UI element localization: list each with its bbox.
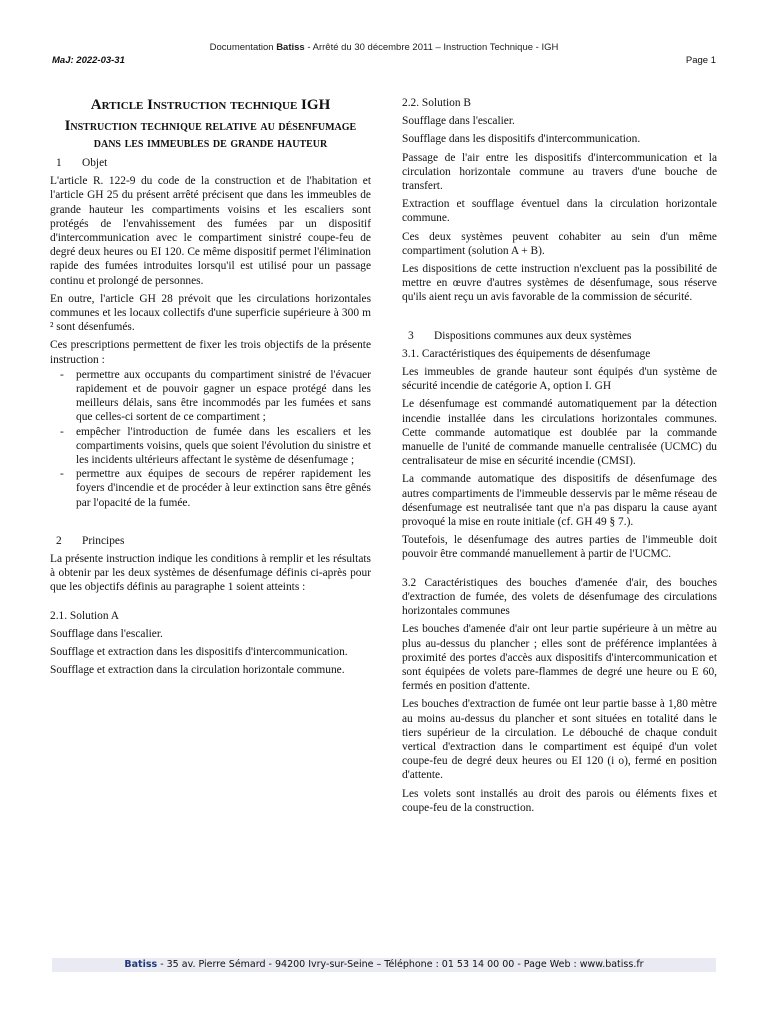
paragraph: Les bouches d'amenée d'air ont leur partie supérieure à un mètre au plus au-dessus du plancher ; elles sont de préférence implantées à proximité des portes d'accès aux dispositifs d'intercommunication et sont équipées de volets pare-flammes de degré une heure ou E 60, fermés en position d'attente. bbox=[402, 623, 717, 693]
header-brand: Batiss bbox=[276, 42, 305, 53]
subsection-heading: 2.1. Solution A bbox=[50, 609, 119, 622]
paragraph: Passage de l'air entre les dispositifs d'intercommunication et la circulation horizontale commune au travers d'une bouche de transfert. bbox=[402, 151, 717, 193]
paragraph: Les bouches d'extraction de fumée ont leur partie basse à 1,80 mètre au moins au-dessus du plancher et sont situées en totalité dans le tiers supérieur de la circulation. Le débouché de chaque conduit vertical d'extraction dans le compartiment est équipé d'un volet coupe-feu de degré deux heures ou EI 120 (i o), fermé en position d'attente. bbox=[402, 698, 717, 782]
objectives-list bbox=[50, 368, 371, 510]
footer-contact: - 35 av. Pierre Sémard - 94200 Ivry-sur-Seine – Téléphone : 01 53 14 00 00 - Page Web : www.batiss.fr bbox=[157, 959, 644, 970]
section-label: Principes bbox=[82, 534, 125, 547]
header-suffix: - Arrêté du 30 décembre 2011 – Instruction Technique - IGH bbox=[304, 42, 559, 53]
header-prefix: Documentation bbox=[209, 42, 277, 53]
section-label: Objet bbox=[82, 157, 108, 169]
paragraph: Toutefois, le désenfumage des autres parties de l'immeuble doit pouvoir être commandé manuellement à partir de l'UCMC. bbox=[402, 534, 717, 561]
list-item: - permettre aux occupants du compartiment sinistré de l'évacuer rapidement et de pouvoir gagner un espace protégé dans les meilleurs délais, sans être incommodés par les fumées et sans que celles-ci sortent de ce compartiment ; bbox=[60, 368, 371, 425]
paragraph: Ces prescriptions permettent de fixer les trois objectifs de la présente instruction : bbox=[50, 339, 371, 366]
section-label: Dispositions communes aux deux systèmes bbox=[434, 329, 632, 342]
paragraph: Soufflage et extraction dans les dispositifs d'intercommunication. bbox=[50, 646, 348, 659]
article-title: Article Instruction technique IGH bbox=[90, 97, 331, 113]
left-column bbox=[50, 96, 371, 682]
paragraph: Les immeubles de grande hauteur sont équipés d'un système de sécurité incendie de catégorie A, option I. GH bbox=[402, 366, 717, 393]
update-date: MaJ: 2022-03-31 bbox=[52, 55, 125, 66]
paragraph: Soufflage dans l'escalier. bbox=[402, 115, 515, 128]
section-2-heading bbox=[50, 534, 371, 548]
paragraph: Soufflage et extraction dans la circulation horizontale commune. bbox=[50, 664, 345, 677]
paragraph: Le désenfumage est commandé automatiquement par la détection incendie installée dans les circulations horizontales communes. Cette commande automatique est doublée par la commande manuelle de l'unité de commande manuelle centralisée (UCMC) du centralisateur de mise en sécurité incendie (CMSI). bbox=[402, 398, 717, 468]
paragraph: Soufflage dans les dispositifs d'intercommunication. bbox=[402, 133, 641, 146]
paragraph: Soufflage dans l'escalier. bbox=[50, 627, 163, 640]
paragraph: En outre, l'article GH 28 prévoit que les circulations horizontales communes et les locaux collectifs d'une superficie supérieure à 300 m ² sont désenfumés. bbox=[50, 292, 371, 334]
list-item: - empêcher l'introduction de fumée dans les escaliers et les compartiments voisins, quels que soient l'évolution du sinistre et les incidents ultérieurs affectant le système de désenfumage ; bbox=[60, 425, 371, 468]
paragraph: Extraction et soufflage éventuel dans la circulation horizontale commune. bbox=[402, 198, 717, 225]
section-3-heading bbox=[402, 329, 717, 343]
subsection-heading: 2.2. Solution B bbox=[402, 97, 471, 109]
section-number: 2 bbox=[56, 534, 62, 547]
section-number: 3 bbox=[408, 329, 414, 342]
instruction-title: Instruction technique relative au désenfumage dans les immeubles de grande hauteur bbox=[64, 118, 357, 151]
paragraph: Les dispositions de cette instruction n'excluent pas la possibilité de mettre en œuvre d'autres systèmes de désenfumage, sous réserve qu'ils aient reçu un avis favorable de la commission de sécurité. bbox=[402, 263, 717, 304]
subsection-heading: 3.1. Caractéristiques des équipements de désenfumage bbox=[402, 347, 651, 360]
list-item: - permettre aux équipes de secours de repérer rapidement les foyers d'incendie et de procéder à leur extinction sans être gênés par l'opacité de la fumée. bbox=[60, 467, 371, 510]
section-number: 1 bbox=[56, 157, 62, 169]
section-1-heading bbox=[50, 156, 371, 170]
paragraph: L'article R. 122-9 du code de la construction et de l'habitation et l'article GH 25 du présent arrêté précisent que dans les immeubles de grande hauteur les compartiments voisins et les escaliers sont protégés de l'envahissement des fumées par un dispositif d'intercommunication avec le compartiment sinistré coupe-feu de degré deux heures ou EI 120. Ce même dispositif permet l'élimination rapide des fumées introduites lorsqu'il est utilisé pour un passage continu et prolongé de personnes. bbox=[50, 175, 371, 287]
paragraph: Les volets sont installés au droit des parois ou éléments fixes et coupe-feu de la construction. bbox=[402, 787, 717, 814]
page-header bbox=[0, 42, 768, 53]
right-column bbox=[402, 96, 717, 819]
paragraph: La présente instruction indique les conditions à remplir et les résultats à obtenir par les deux systèmes de désenfumage définis ci-après pour que les objectifs définis au paragraphe 1 soient atteints : bbox=[50, 553, 371, 594]
page-footer bbox=[52, 958, 716, 972]
footer-brand: Batiss bbox=[124, 959, 158, 970]
page-number: Page 1 bbox=[685, 55, 716, 66]
paragraph: Ces deux systèmes peuvent cohabiter au sein d'un même compartiment (solution A + B). bbox=[402, 230, 717, 257]
paragraph: La commande automatique des dispositifs de désenfumage des autres compartiments de l'immeuble desservis par le même réseau de désenfumage est neutralisée tant que n'a pas disparu la cause ayant provoqué la mise en route initiale (cf. GH 49 § 7.). bbox=[402, 473, 717, 529]
subsection-heading: 3.2 Caractéristiques des bouches d'amenée d'air, des bouches d'extraction de fumée, des volets de désenfumage des circulations horizontales communes bbox=[402, 576, 717, 618]
